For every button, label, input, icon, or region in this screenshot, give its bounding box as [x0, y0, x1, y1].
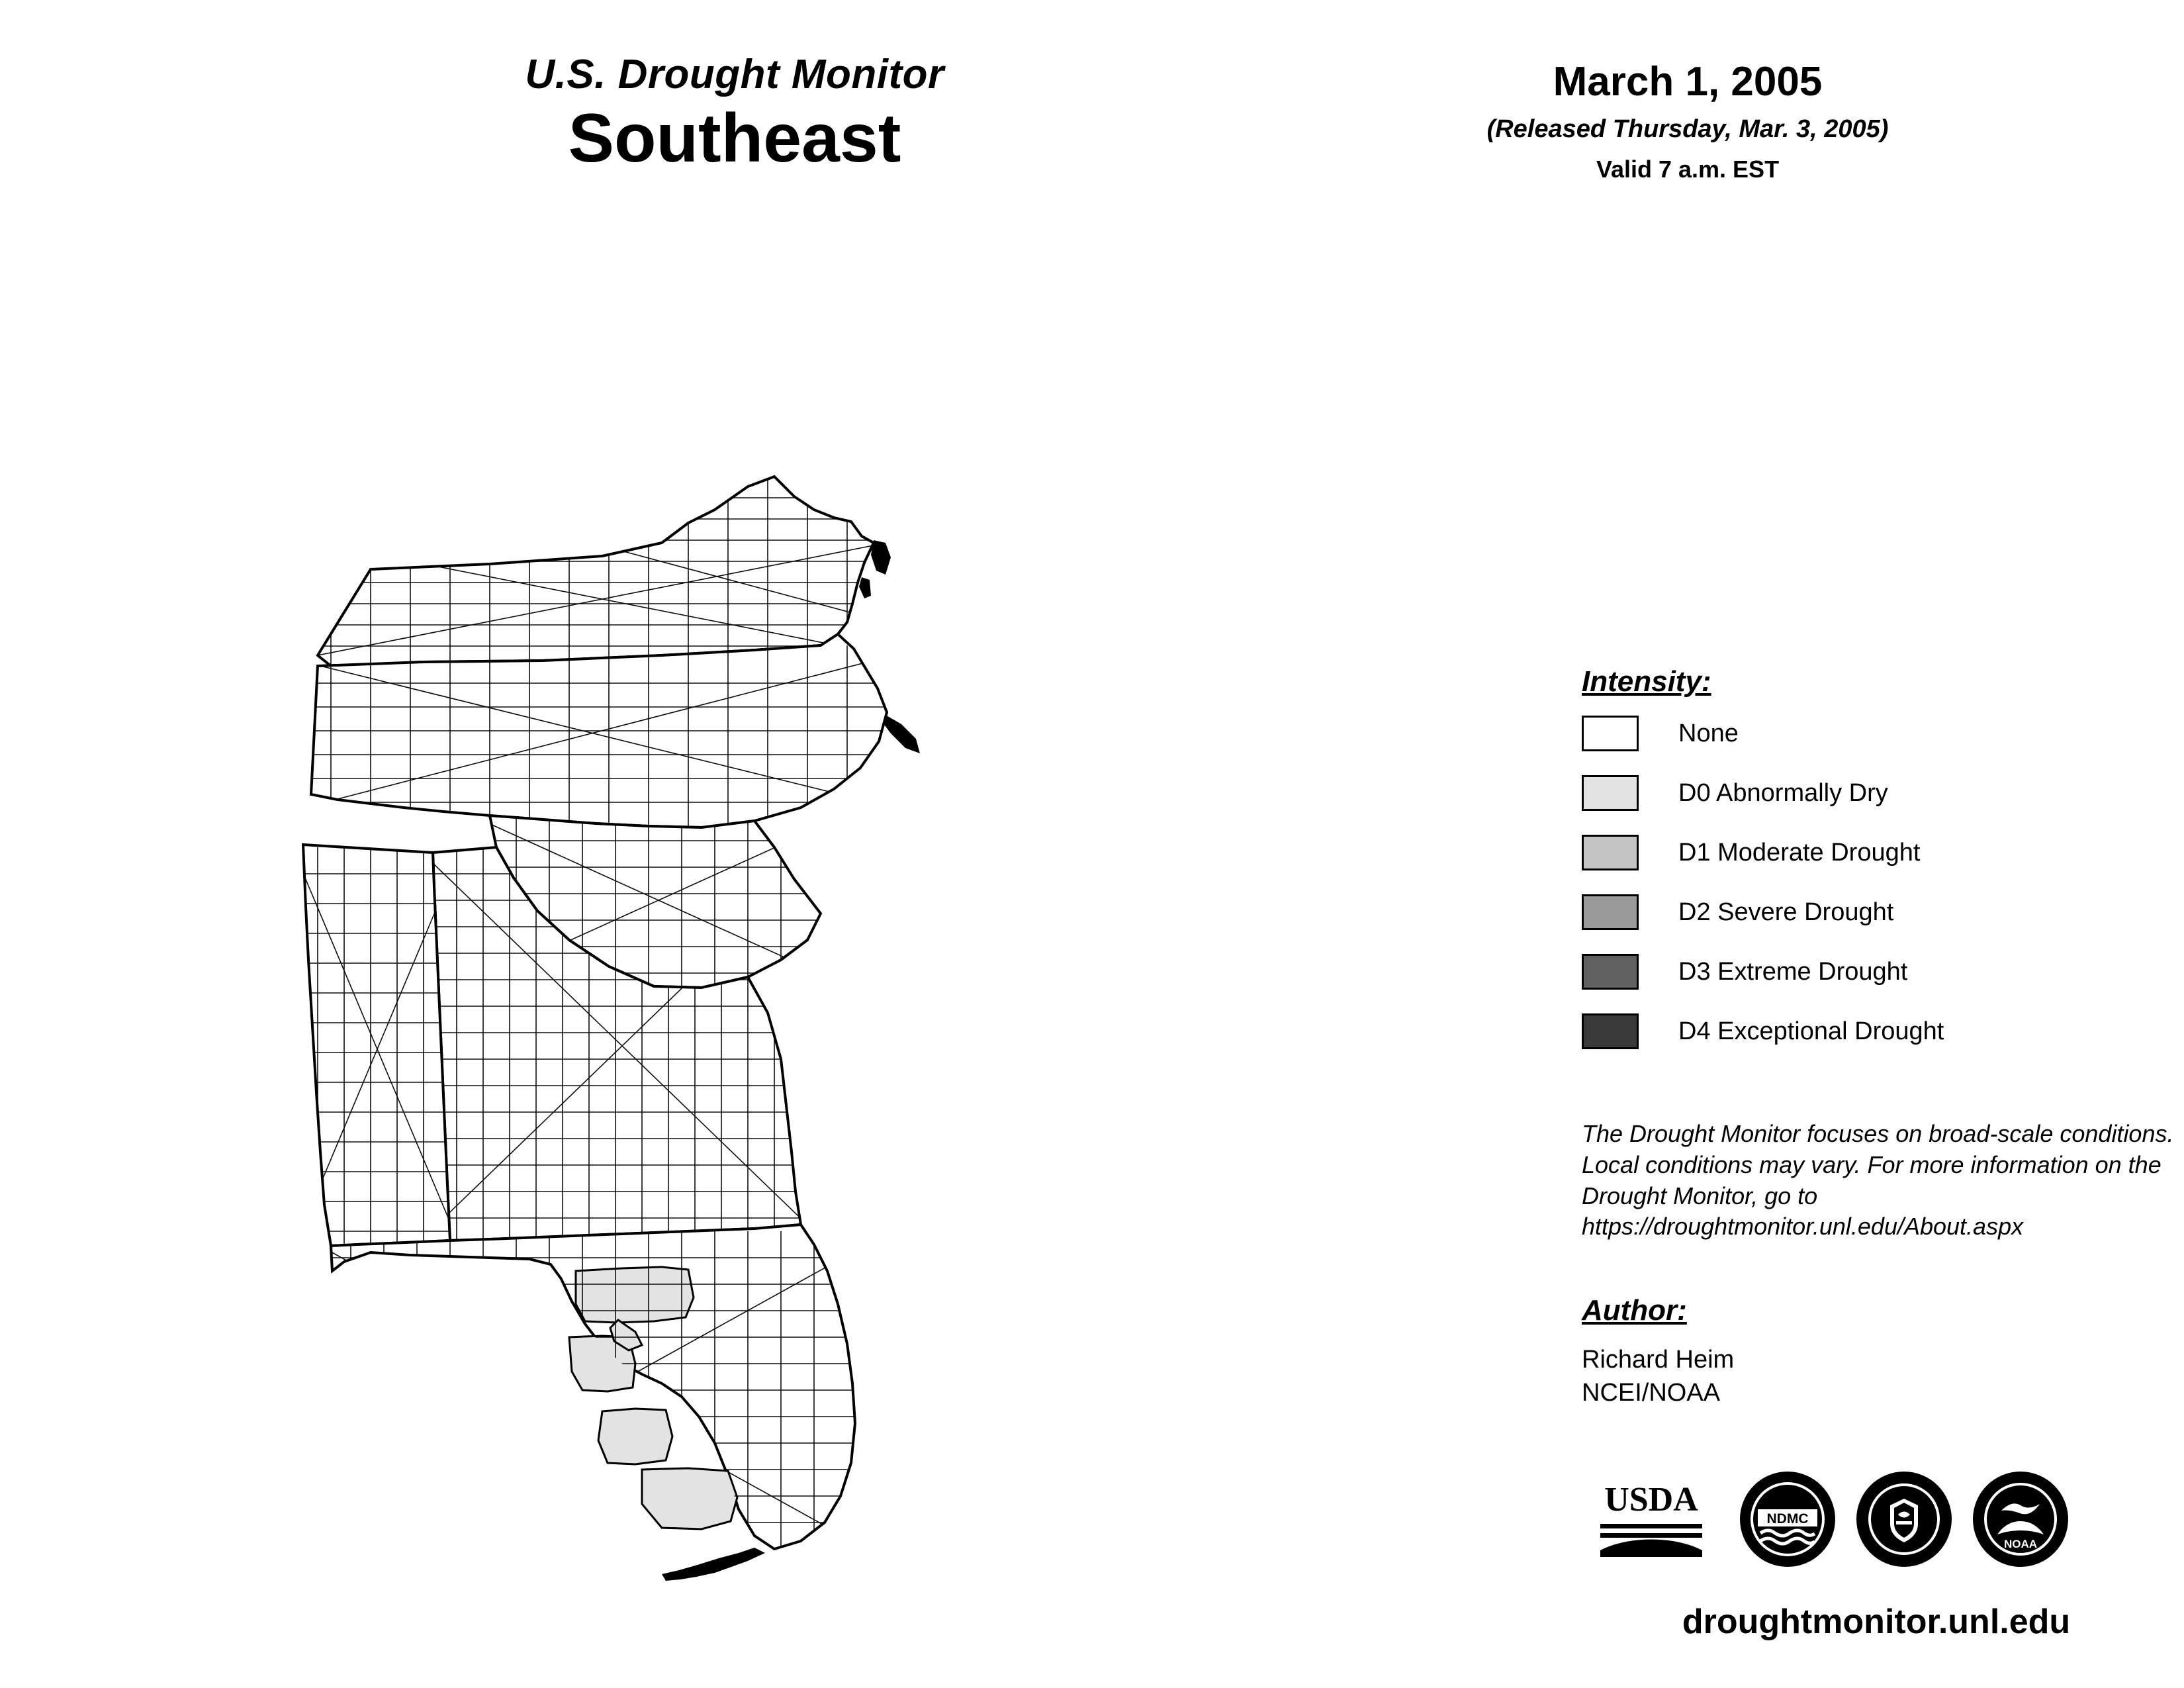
- state-alabama: [303, 845, 450, 1246]
- author-title: Author:: [1582, 1294, 1687, 1327]
- legend-swatch-d0: [1582, 775, 1639, 811]
- region-title: Southeast: [568, 100, 901, 177]
- map-svg: [291, 344, 1284, 1602]
- legend-item-none: [1582, 713, 2177, 754]
- valid-time: Valid 7 a.m. EST: [1596, 156, 1780, 183]
- map-florida-keys: [662, 1548, 765, 1581]
- legend-label-d0: D0 Abnormally Dry: [1678, 778, 1888, 807]
- legend-label-d1: D1 Moderate Drought: [1678, 838, 1921, 867]
- usda-logo: [1582, 1470, 1721, 1569]
- ndmc-logo: [1738, 1470, 1837, 1569]
- southeast-drought-map: [291, 344, 1284, 1602]
- date-block: [1423, 60, 1952, 183]
- noaa-logo-text: NOAA: [2003, 1538, 2038, 1550]
- legend-swatch-d1: [1582, 835, 1639, 870]
- legend-label-d4: D4 Exceptional Drought: [1678, 1017, 1944, 1045]
- author-name: Richard Heim: [1582, 1346, 1735, 1374]
- valid-date: March 1, 2005: [1553, 59, 1823, 105]
- legend-item-d1: [1582, 832, 2177, 873]
- noaa-logo: [1971, 1470, 2070, 1569]
- legend-item-d2: [1582, 892, 2177, 933]
- doc-logo: [1854, 1470, 1954, 1569]
- ndmc-logo-text: NDMC: [1766, 1511, 1809, 1526]
- site-url[interactable]: droughtmonitor.unl.edu: [1682, 1603, 2071, 1641]
- legend-label-d3: D3 Extreme Drought: [1678, 957, 1908, 986]
- state-virginia: [318, 477, 874, 666]
- legend-title: Intensity:: [1582, 665, 1711, 698]
- legend-label-none: None: [1678, 719, 1739, 747]
- usda-logo-text: USDA: [1604, 1481, 1698, 1519]
- legend-item-d3: [1582, 951, 2177, 992]
- intensity-legend: [1582, 665, 2177, 1070]
- legend-swatch-d2: [1582, 894, 1639, 930]
- legend-swatch-d3: [1582, 954, 1639, 990]
- disclaimer-text: The Drought Monitor focuses on broad-scale conditions. Local conditions may vary. For more information on the Drought Monitor, go to https://droughtmonitor.unl.edu/About.aspx: [1582, 1120, 2174, 1241]
- page-title: U.S. Drought Monitor: [525, 52, 944, 97]
- title-block: [371, 53, 1099, 177]
- legend-item-d0: [1582, 773, 2177, 814]
- legend-swatch-none: [1582, 716, 1639, 751]
- author-block: [1582, 1294, 2177, 1409]
- legend-item-d4: [1582, 1011, 2177, 1052]
- author-affiliation: NCEI/NOAA: [1582, 1379, 1721, 1407]
- legend-swatch-d4: [1582, 1013, 1639, 1049]
- legend-label-d2: D2 Severe Drought: [1678, 898, 1894, 926]
- release-note: (Released Thursday, Mar. 3, 2005): [1486, 115, 1889, 144]
- logo-strip: [1582, 1463, 2184, 1575]
